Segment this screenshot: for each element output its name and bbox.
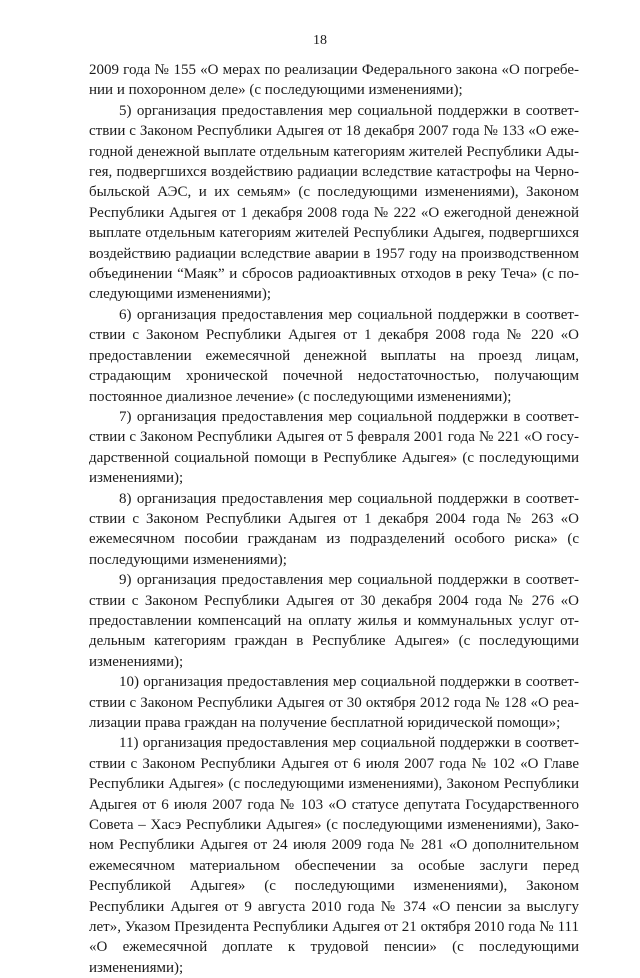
page-number: 18 <box>313 33 327 48</box>
paragraph-item-7: 7) организация предоставления мер социальной поддержки в соответствии с Законом Республики Адыгея от 5 февраля 2001 года № 221 «О государственной социальной помощи в Республике Адыгея» (с последующими изменениями); <box>89 408 579 487</box>
paragraph-item-6: 6) организация предоставления мер социальной поддержки в соответствии с Законом Республики Адыгея от 1 декабря 2008 года № 220 «О предоставлении ежемесячной денежной выплаты на проезд лицам, страдающим хронической почечной недостаточностью, получающим постоянное диализное лечение» (с последующими изменениями); <box>89 306 579 405</box>
paragraph-continuation: 2009 года № 155 «О мерах по реализации Федерального закона «О погребении и похоронном деле» (с последующими изменениями); <box>89 62 579 99</box>
paragraph-item-5: 5) организация предоставления мер социальной поддержки в соответствии с Законом Республики Адыгея от 18 декабря 2007 года № 133 «О ежегодной денежной выплате отдельным категориям жителей Республики Адыгея, подвергшихся воздействию радиации вследствие катастрофы на Чернобыльской АЭС, и их семьям» (с последующими изменениями), Законом Республики Адыгея от 1 декабря 2008 года № 222 «О ежегодной денежной выплате отдельным категориям жителей Республики Адыгея, подвергшихся воздействию радиации вследствие аварии в 1957 году на производственном объединении “Маяк” и сбросов радиоактивных отходов в реку Теча» (с последующими изменениями); <box>89 102 579 303</box>
paragraph-item-10: 10) организация предоставления мер социальной поддержки в соответствии с Законом Республики Адыгея от 30 октября 2012 года № 128 «О реализации права граждан на получение бесплатной юридической помощи»; <box>89 674 579 731</box>
paragraph-item-9: 9) организация предоставления мер социальной поддержки в соответствии с Законом Республики Адыгея от 30 декабря 2004 года № 276 «О предоставлении компенсаций на оплату жилья и коммунальных услуг отдельным категориям граждан в Республике Адыгея» (с последующими изменениями); <box>89 572 579 670</box>
paragraph-item-11: 11) организация предоставления мер социальной поддержки в соответствии с Законом Республики Адыгея от 6 июля 2007 года № 102 «О Главе Республики Адыгея» (с последующими изменениями), Законом Республики Адыгея от 6 июля 2007 года № 103 «О статусе депутата Государственного Совета – Хасэ Республики Адыгея» (с последующими изменениями), Законом Республики Адыгея от 24 июля 2009 года № 281 «О дополнительном ежемесячном материальном обеспечении за особые заслуги перед Республикой Адыгея» (с последующими изменениями), Законом Республики Адыгея от 9 августа 2010 года № 374 «О пенсии за выслугу лет», Указом Президента Республики Адыгея от 21 октября 2010 года № 111 «О ежемесячной доплате к трудовой пенсии» (с последующими изменениями); <box>89 735 579 976</box>
paragraph-item-8: 8) организация предоставления мер социальной поддержки в соответствии с Законом Республики Адыгея от 1 декабря 2004 года № 263 «О ежемесячном пособии гражданам из подразделений особого риска» (с последующими изменениями); <box>89 490 579 568</box>
document-body <box>89 60 579 978</box>
